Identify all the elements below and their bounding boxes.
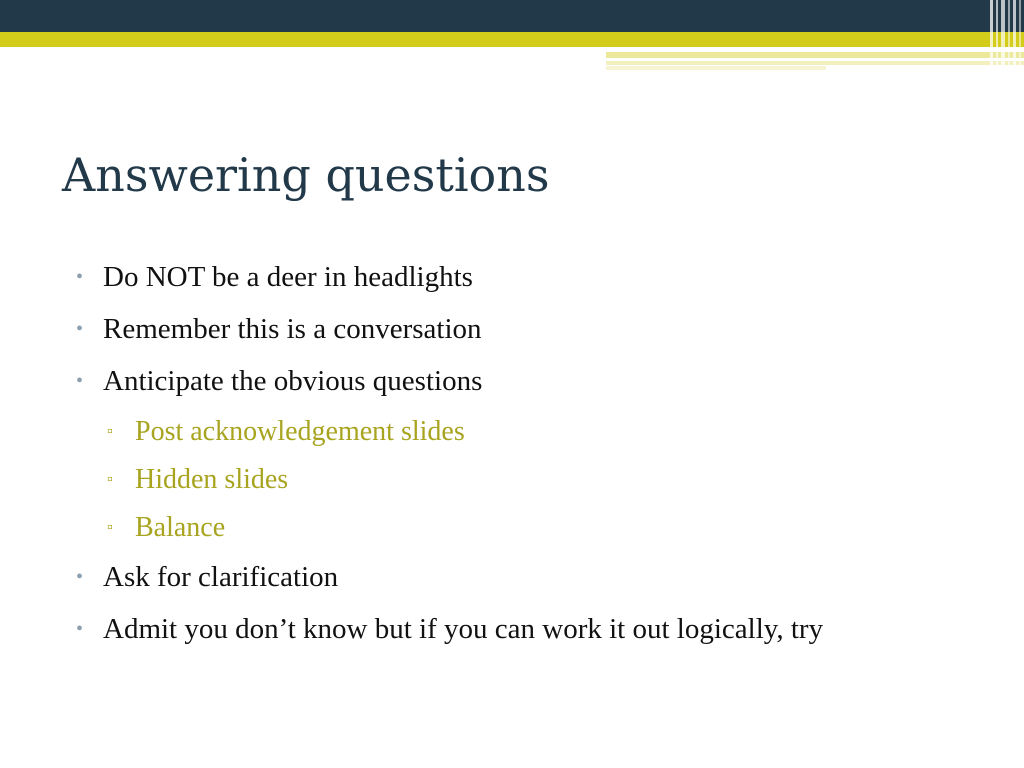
header-pale-stripe [606,52,1024,58]
bullet-item [72,306,972,352]
bullet-dot-icon: • [76,566,84,588]
bullet-text: Remember this is a conversation [103,313,482,345]
subbullet-text: Hidden slides [135,464,289,495]
subbullet-item [72,506,972,549]
header-vertical-line [1001,0,1005,71]
square-bullet-icon: ▫ [107,471,113,488]
header-vertical-line [1008,0,1010,71]
bullet-item [72,254,972,300]
bullet-dot-icon: • [76,618,84,640]
bullet-dot-icon: • [76,266,84,288]
bullet-text: Do NOT be a deer in headlights [103,261,473,293]
bullet-dot-icon: • [76,370,84,392]
subbullet-text: Balance [135,512,226,543]
subbullet-item [72,458,972,501]
bullet-item [72,554,972,600]
bullet-text: Ask for clarification [103,561,339,593]
subbullet-item [72,410,972,453]
header-dark-band [0,0,1024,32]
bullet-list [72,254,972,658]
header-vertical-line [990,0,993,71]
header-vertical-line [1013,0,1016,71]
bullet-text: Anticipate the obvious questions [103,365,483,397]
header-vertical-line [1019,0,1021,71]
slide-title: Answering questions [62,148,550,202]
subbullet-text: Post acknowledgement slides [135,416,465,447]
header-pale-stripe [606,66,826,70]
bullet-text: Admit you don’t know but if you can work it out logically, try [103,613,824,645]
header-vertical-line [996,0,998,71]
square-bullet-icon: ▫ [107,519,113,536]
bullet-item [72,606,923,652]
header-pale-stripe [606,61,1024,65]
square-bullet-icon: ▫ [107,423,113,440]
header-accent-band [0,32,1024,47]
bullet-item [72,358,972,404]
bullet-dot-icon: • [76,318,84,340]
